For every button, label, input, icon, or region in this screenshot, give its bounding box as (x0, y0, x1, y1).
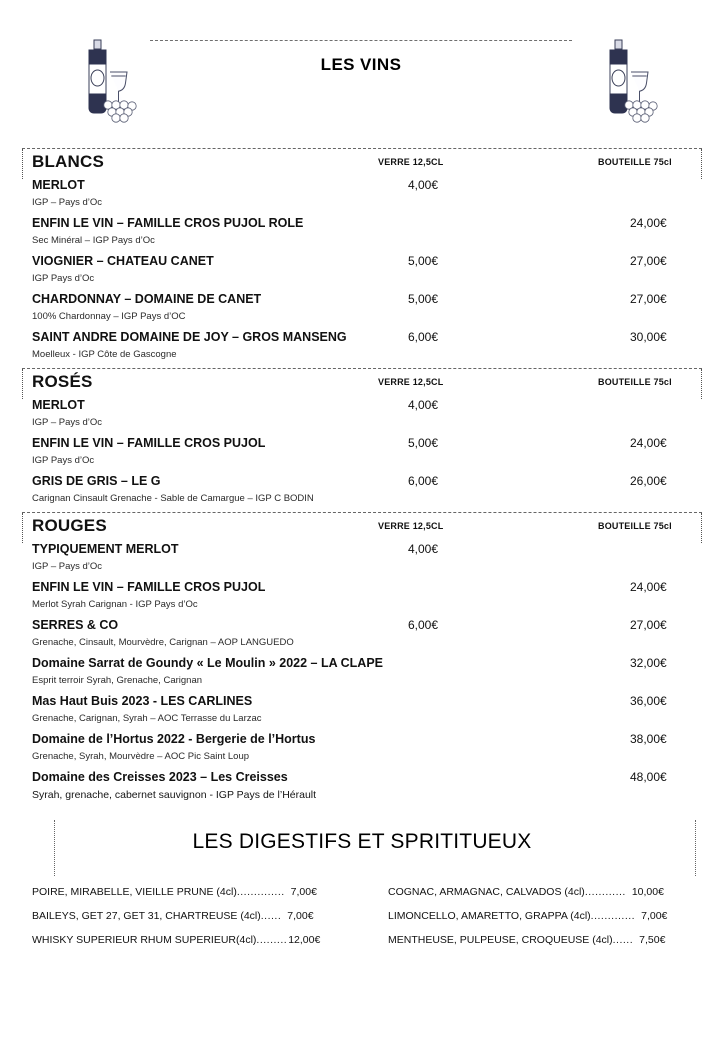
wine-description: Grenache, Carignan, Syrah – AOC Terrasse du Larzac (32, 713, 262, 724)
section-digestifs (22, 814, 702, 958)
wine-description: Grenache, Cinsault, Mourvèdre, Carignan – AOP LANGUEDO (32, 637, 294, 648)
wine-price-bottle: 24,00€ (630, 216, 667, 230)
wine-price-bottle: 36,00€ (630, 694, 667, 708)
column-header-bottle: BOUTEILLE 75cl (598, 521, 672, 531)
section-title: BLANCS (32, 152, 105, 171)
wine-name: ENFIN LE VIN – FAMILLE CROS PUJOL (32, 436, 266, 450)
wine-description: IGP – Pays d’Oc (32, 197, 103, 208)
digestif-label: LIMONCELLO, AMARETTO, GRAPPA (4cl) (388, 910, 591, 922)
wine-row[interactable] (22, 694, 702, 732)
digestif-leader-dots: ...... (260, 910, 282, 922)
column-header-glass: VERRE 12,5CL (378, 157, 444, 167)
column-header-glass: VERRE 12,5CL (378, 521, 444, 531)
wine-row[interactable] (22, 292, 702, 330)
digestif-row[interactable] (388, 934, 702, 946)
title-block (150, 40, 572, 75)
wine-row[interactable] (22, 542, 702, 580)
wine-price-bottle: 24,00€ (630, 580, 667, 594)
wine-name: TYPIQUEMENT MERLOT (32, 542, 179, 556)
digestif-leader-dots: .............. (236, 886, 285, 898)
wine-price-glass: 5,00€ (408, 436, 439, 450)
wine-description: Merlot Syrah Carignan - IGP Pays d’Oc (32, 599, 198, 610)
wine-description: Sec Minéral – IGP Pays d’Oc (32, 235, 155, 246)
wine-row[interactable] (22, 732, 702, 770)
wine-price-bottle: 27,00€ (630, 618, 667, 632)
digestif-label: MENTHEUSE, PULPEUSE, CROQUEUSE (4cl) (388, 934, 613, 946)
section-header (22, 148, 702, 178)
wine-price-bottle: 26,00€ (630, 474, 667, 488)
section-title: ROUGES (32, 516, 107, 535)
wine-price-bottle: 27,00€ (630, 254, 667, 268)
wine-row[interactable] (22, 330, 702, 368)
wine-name: Domaine de l’Hortus 2022 - Bergerie de l’Hortus (32, 732, 316, 746)
digestif-price: 7,00€ (290, 886, 317, 898)
wine-description: Grenache, Syrah, Mourvèdre – AOC Pic Saint Loup (32, 751, 250, 762)
digestif-row[interactable] (388, 886, 702, 898)
wine-description: IGP – Pays d’Oc (32, 417, 103, 428)
page-title: LES VINS (320, 55, 402, 74)
wine-name: MERLOT (32, 178, 85, 192)
section-roses (22, 368, 702, 512)
digestif-price: 7,00€ (641, 910, 668, 922)
digestif-leader-dots: ......... (256, 934, 288, 946)
wine-row[interactable] (22, 178, 702, 216)
wine-name: ENFIN LE VIN – FAMILLE CROS PUJOL (32, 580, 266, 594)
digestif-label: BAILEYS, GET 27, GET 31, CHARTREUSE (4cl) (32, 910, 261, 922)
wine-price-glass: 4,00€ (408, 542, 439, 556)
column-header-bottle: BOUTEILLE 75cl (598, 377, 672, 387)
digestif-leader-dots: ............ (584, 886, 626, 898)
wine-name: Mas Haut Buis 2023 - LES CARLINES (32, 694, 253, 708)
wine-description: IGP – Pays d’Oc (32, 561, 103, 572)
digestif-price: 10,00€ (631, 886, 664, 898)
section-rouges (22, 512, 702, 808)
menu-header (0, 18, 724, 130)
wine-row[interactable] (22, 618, 702, 656)
wine-price-bottle: 38,00€ (630, 732, 667, 746)
digestifs-columns (22, 886, 702, 958)
wine-price-bottle: 30,00€ (630, 330, 667, 344)
wine-name: MERLOT (32, 398, 85, 412)
wine-row[interactable] (22, 474, 702, 512)
wine-description: Esprit terroir Syrah, Grenache, Carignan (32, 675, 203, 686)
wine-price-bottle: 24,00€ (630, 436, 667, 450)
wine-price-bottle: 48,00€ (630, 770, 667, 784)
wine-price-glass: 6,00€ (408, 330, 439, 344)
digestifs-title: LES DIGESTIFS ET SPRITITUEUX (192, 830, 532, 853)
wine-description: Syrah, grenache, cabernet sauvignon - IGP Pays de l’Hérault (32, 789, 317, 801)
digestifs-column-right (362, 886, 702, 958)
wine-name: ENFIN LE VIN – FAMILLE CROS PUJOL ROLE (32, 216, 304, 230)
digestif-row[interactable] (32, 910, 362, 922)
wine-price-glass: 5,00€ (408, 292, 439, 306)
wine-price-bottle: 27,00€ (630, 292, 667, 306)
wine-price-glass: 6,00€ (408, 474, 439, 488)
wine-name: VIOGNIER – CHATEAU CANET (32, 254, 214, 268)
wine-row[interactable] (22, 216, 702, 254)
digestif-leader-dots: ............. (590, 910, 636, 922)
digestif-label: WHISKY SUPERIEUR RHUM SUPERIEUR(4cl) (32, 934, 257, 946)
wine-row[interactable] (22, 770, 702, 808)
wine-description: 100% Chardonnay – IGP Pays d’OC (32, 311, 186, 322)
digestif-row[interactable] (32, 886, 362, 898)
wine-name: Domaine des Creisses 2023 – Les Creisses (32, 770, 288, 784)
wine-name: SAINT ANDRE DOMAINE DE JOY – GROS MANSENG (32, 330, 347, 344)
digestif-label: POIRE, MIRABELLE, VIEILLE PRUNE (4cl) (32, 886, 237, 898)
wine-price-glass: 4,00€ (408, 178, 439, 192)
wine-name: SERRES & CO (32, 618, 119, 632)
column-header-bottle: BOUTEILLE 75cl (598, 157, 672, 167)
wine-description: Moelleux - IGP Côte de Gascogne (32, 349, 177, 360)
column-header-glass: VERRE 12,5CL (378, 377, 444, 387)
digestif-leader-dots: ...... (612, 934, 634, 946)
wine-bottle-glass-grapes-icon (583, 32, 669, 124)
digestif-price: 12,00€ (288, 934, 321, 946)
wine-description: IGP Pays d’Oc (32, 455, 95, 466)
wine-price-bottle: 32,00€ (630, 656, 667, 670)
digestif-price: 7,00€ (287, 910, 314, 922)
wine-description: IGP Pays d’Oc (32, 273, 95, 284)
wine-row[interactable] (22, 580, 702, 618)
wine-row[interactable] (22, 436, 702, 474)
digestifs-column-left (22, 886, 362, 958)
wine-price-glass: 6,00€ (408, 618, 439, 632)
menu-sheet (22, 148, 702, 958)
wine-row[interactable] (22, 398, 702, 436)
wine-name: Domaine Sarrat de Goundy « Le Moulin » 2022 – LA CLAPE (32, 656, 384, 670)
title-divider (150, 40, 572, 41)
wine-name: GRIS DE GRIS – LE G (32, 474, 161, 488)
wine-name: CHARDONNAY – DOMAINE DE CANET (32, 292, 262, 306)
wine-description: Carignan Cinsault Grenache - Sable de Camargue – IGP C BODIN (32, 493, 314, 504)
wine-bottle-glass-grapes-icon (62, 32, 148, 124)
wine-price-glass: 5,00€ (408, 254, 439, 268)
digestif-row[interactable] (32, 934, 362, 946)
wine-price-glass: 4,00€ (408, 398, 439, 412)
section-title: ROSÉS (32, 372, 93, 391)
section-header (22, 512, 702, 542)
section-header (22, 368, 702, 398)
digestif-row[interactable] (388, 910, 702, 922)
digestif-price: 7,50€ (639, 934, 666, 946)
digestif-label: COGNAC, ARMAGNAC, CALVADOS (4cl) (388, 886, 585, 898)
section-blancs (22, 148, 702, 368)
wine-row[interactable] (22, 254, 702, 292)
wine-row[interactable] (22, 656, 702, 694)
